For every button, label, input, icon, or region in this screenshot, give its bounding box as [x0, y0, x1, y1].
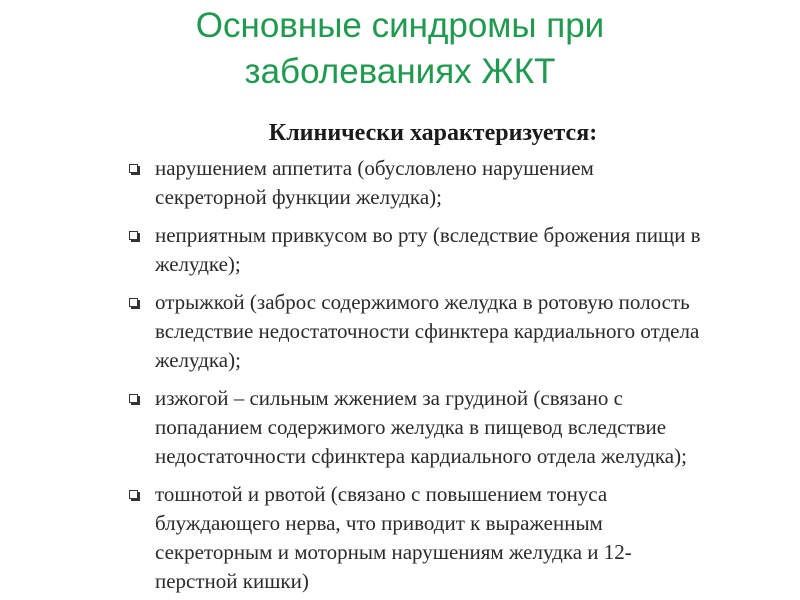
square-bullet-icon [129, 231, 138, 240]
bullet-line: отрыжкой (заброс содержимого желудка в ротовую полость [155, 290, 690, 314]
bullet-line: секреторной функции желудка); [155, 185, 442, 209]
square-bullet-icon [129, 298, 138, 307]
bullet-item [0, 480, 800, 596]
title-line-2: заболеваниях ЖКТ [244, 52, 556, 91]
bullet-line: неприятным привкусом во рту (вследствие брожения пищи в [155, 223, 701, 247]
bullet-line: попаданием содержимого желудка в пищевод вследствие [155, 415, 667, 439]
bullet-line: нарушением аппетита (обусловлено нарушением [155, 156, 594, 180]
bullet-item [0, 384, 800, 471]
title-line-1: Основные синдромы при [195, 6, 605, 45]
bullet-line: вследствие недостаточности сфинктера кардиального отдела [155, 319, 700, 343]
slide-subtitle: Клинически характеризуется: [268, 120, 598, 146]
bullet-list [0, 154, 800, 600]
square-bullet-icon [129, 394, 138, 403]
bullet-item [0, 221, 800, 279]
bullet-line: тошнотой и рвотой (связано с повышением тонуса [155, 482, 608, 506]
bullet-line: изжогой – сильным жжением за грудиной (связано с [155, 386, 623, 410]
bullet-line: желудка); [155, 348, 241, 372]
square-bullet-icon [129, 164, 138, 173]
bullet-line: желудке); [155, 252, 241, 276]
bullet-line: секреторным и моторным нарушениям желудка и 12- [155, 540, 632, 564]
slide-title [0, 0, 800, 95]
bullet-item [0, 154, 800, 212]
bullet-line: блуждающего нерва, что приводит к выраженным [155, 511, 603, 535]
bullet-line: перстной кишки) [155, 569, 309, 593]
bullet-item [0, 288, 800, 375]
bullet-line: недостаточности сфинктера кардиального отдела желудка); [155, 444, 687, 468]
square-bullet-icon [129, 490, 138, 499]
